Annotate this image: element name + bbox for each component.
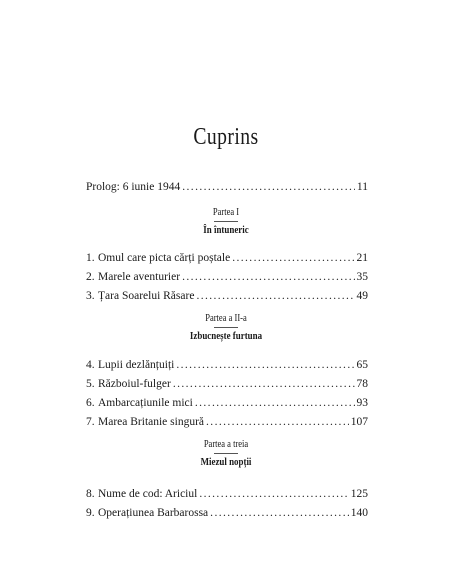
leader-dots (182, 270, 354, 284)
toc-entry (86, 396, 368, 410)
toc-entry (86, 358, 368, 372)
toc-entry-page: 49 (356, 290, 368, 302)
toc-entry-label: Operațiunea Barbarossa (98, 507, 209, 519)
toc-entry-page: 11 (356, 181, 368, 193)
leader-dots (196, 289, 354, 303)
toc-entry-prolog (86, 180, 368, 194)
chapter-number: 1. (86, 252, 95, 264)
chapter-number: 4. (86, 359, 95, 371)
toc-entry-page: 140 (350, 507, 368, 519)
toc-entry-page: 107 (350, 416, 368, 428)
part-label: Partea I (212, 207, 240, 218)
chapter-number: 5. (86, 378, 95, 390)
toc-entry-page: 65 (356, 359, 368, 371)
toc-entry (86, 270, 368, 284)
chapter-number: 6. (86, 397, 95, 409)
toc-entry-label: Ambarcațiunile mici (98, 397, 193, 409)
leader-dots (195, 396, 355, 410)
toc-entry (86, 289, 368, 303)
leader-dots (173, 377, 355, 391)
part-title: În întuneric (203, 225, 249, 236)
toc-entry (86, 415, 368, 429)
toc-entry-page: 125 (350, 488, 368, 500)
toc-entry-label: Țara Soarelui Răsare (98, 290, 195, 302)
page-title: Cuprins (193, 124, 259, 150)
toc-entry-label: Marea Britanie singură (98, 416, 205, 428)
toc-entry-label: Războiul-fulger (98, 378, 171, 390)
leader-dots (206, 415, 349, 429)
toc-entry-label: Marele aventurier (98, 271, 181, 283)
chapter-number: 2. (86, 271, 95, 283)
toc-entry-label: Omul care picta cărți poștale (98, 252, 231, 264)
toc-entry-page: 21 (356, 252, 368, 264)
leader-dots (182, 180, 355, 194)
toc-entry-label: Nume de cod: Ariciul (98, 488, 198, 500)
toc-entry-label: Lupii dezlănțuiți (98, 359, 175, 371)
part-title: Izbucnește furtuna (189, 331, 263, 342)
toc-entry-label: Prolog: 6 iunie 1944 (86, 181, 181, 193)
toc-entry (86, 377, 368, 391)
toc-entry (86, 506, 368, 520)
leader-dots (176, 358, 354, 372)
chapter-number: 9. (86, 507, 95, 519)
leader-dots (210, 506, 349, 520)
part-divider (214, 327, 238, 328)
toc-entry (86, 251, 368, 265)
leader-dots (199, 487, 348, 501)
part-divider (214, 221, 238, 222)
toc-entry (86, 487, 368, 501)
part-label: Partea a treia (203, 439, 249, 450)
toc-entry-page: 93 (356, 397, 368, 409)
part-title: Miezul nopții (200, 457, 252, 468)
toc-entry-page: 78 (356, 378, 368, 390)
chapter-number: 7. (86, 416, 95, 428)
toc-entry-page: 35 (356, 271, 368, 283)
chapter-number: 8. (86, 488, 95, 500)
chapter-number: 3. (86, 290, 95, 302)
leader-dots (232, 251, 354, 265)
part-label: Partea a II-a (205, 313, 247, 324)
part-divider (214, 453, 238, 454)
